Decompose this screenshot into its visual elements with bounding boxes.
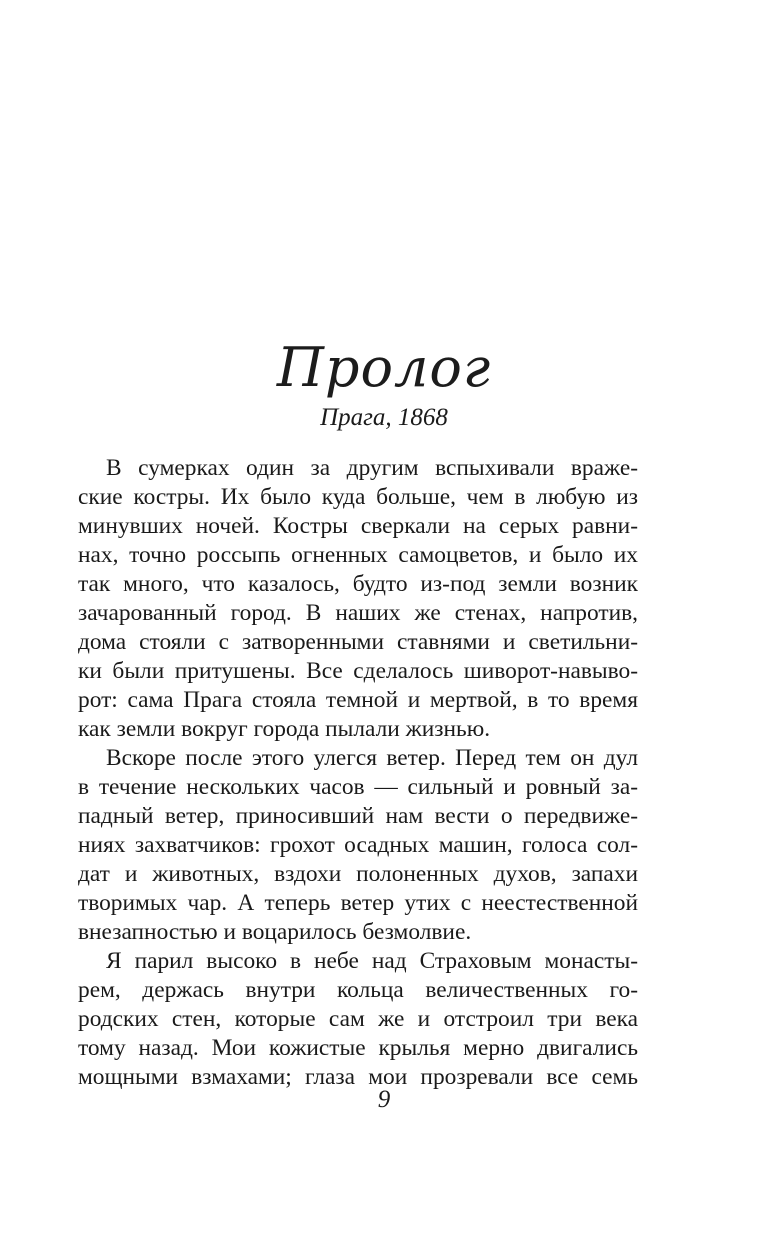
paragraph-3-line: тому назад. Мои кожистые крылья мерно двигались [78,1035,638,1061]
paragraph-1-line: ские костры. Их было куда больше, чем в любую из [78,484,638,510]
paragraph-2-line: дат и животных, вздохи полоненных духов, запахи [78,861,638,887]
paragraph-2-line: внезапностью и воцарилось безмолвие. [78,919,472,945]
paragraph-2-line: ниях захватчиков: грохот осадных машин, голоса сол- [78,832,638,858]
paragraph-2-line: падный ветер, приносивший нам вести о передвиже- [78,803,638,829]
body-text [78,454,638,1092]
paragraph-3-line: рем, держась внутри кольца величественных го- [78,977,638,1003]
paragraph-2-line: Вскоре после этого улегся ветер. Перед тем он дул [106,745,638,771]
paragraph-1-line: нах, точно россыпь огненных самоцветов, и было их [78,542,638,568]
chapter-subtitle: Прага, 1868 [320,404,448,431]
paragraph-1-line: зачарованный город. В наших же стенах, напротив, [78,600,638,626]
paragraph-1-line: минувших ночей. Костры сверкали на серых равни- [78,513,638,539]
paragraph-1-line: так много, что казалось, будто из-под земли возник [78,571,638,597]
paragraph-1-line: как земли вокруг города пылали жизнью. [78,716,491,742]
paragraph-1-line: В сумерках один за другим вспыхивали враже- [106,455,638,481]
paragraph-2-line: творимых чар. А теперь ветер утих с неестественной [78,890,638,916]
paragraph-1-line: ки были притушены. Все сделалось шиворот-навыво- [78,658,638,684]
paragraph-1-line: дома стояли с затворенными ставнями и светильни- [78,629,638,655]
chapter-title: Пролог [276,336,492,399]
paragraph-3-line: Я парил высоко в небе над Страховым монасты- [106,948,638,974]
paragraph-3-line: родских стен, которые сам же и отстроил три века [78,1006,638,1032]
paragraph-2-line: в течение нескольких часов — сильный и ровный за- [78,774,638,800]
page-number: 9 [377,1086,391,1113]
paragraph-1-line: рот: сама Прага стояла темной и мертвой, в то время [78,687,638,713]
paragraph-3-line: мощными взмахами; глаза мои прозревали все семь [78,1064,638,1090]
